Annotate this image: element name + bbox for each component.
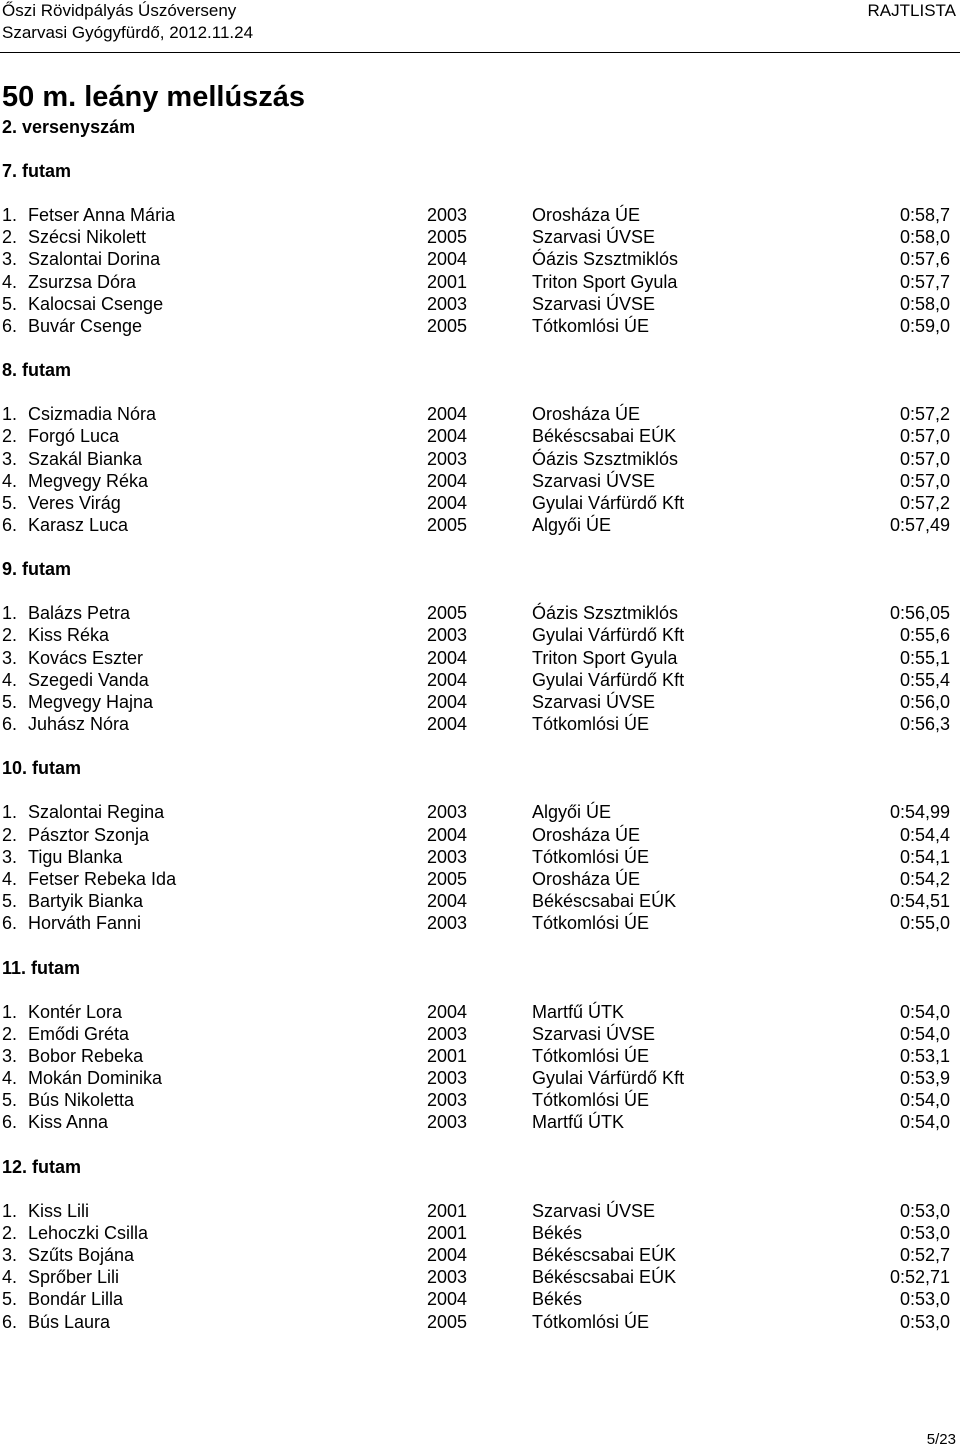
rank-cell: 2. [2,1222,18,1243]
table-row [0,624,960,646]
rank-cell: 2. [2,227,18,248]
table-row [0,890,960,912]
birth-year: 2005 [427,1311,468,1332]
rank-cell: 4. [2,868,18,889]
heat-title: 12. futam [2,1156,82,1177]
club-name: Békéscsabai EÚK [532,426,677,447]
swimmer-name: Kalocsai Csenge [28,293,164,314]
rank-cell: 5. [2,1090,18,1111]
rank-cell: 1. [2,205,18,225]
club-name: Óázis Szsztmiklós [532,249,679,270]
table-row [0,669,960,691]
swimmer-name: Megvegy Hajna [28,692,154,712]
swimmer-name: Balázs Petra [28,603,131,624]
entry-time: 0:57,0 [899,448,950,469]
club-name: Orosháza ÚE [532,824,641,845]
club-name: Martfű ÚTK [532,1112,625,1133]
birth-year: 2004 [427,891,468,912]
club-name: Gyulai Várfürdő Kft [532,492,685,513]
birth-year: 2003 [427,846,468,867]
entry-time: 0:54,2 [899,868,950,889]
entry-time: 0:54,0 [899,1023,950,1044]
swimmer-name: Juhász Nóra [28,714,130,735]
club-name: Tótkomlósi ÚE [532,315,650,336]
club-name: Szarvasi ÚVSE [532,470,656,491]
club-name: Óázis Szsztmiklós [532,603,679,624]
birth-year: 2003 [427,1267,468,1288]
entry-time: 0:56,0 [899,692,950,712]
entry-time: 0:53,1 [899,1045,950,1066]
heat-title: 9. futam [2,559,72,580]
swimmer-name: Kontér Lora [28,1001,123,1022]
entry-time: 0:59,0 [899,315,950,336]
entry-time: 0:56,3 [899,714,950,735]
table-row [0,425,960,447]
club-name: Békéscsabai EÚK [532,1245,677,1265]
club-name: Békéscsabai EÚK [532,891,677,912]
rank-cell: 3. [2,1045,18,1066]
birth-year: 2005 [427,868,468,889]
table-row [0,248,960,270]
club-name: Tótkomlósi ÚE [532,1045,650,1066]
table-row [0,403,960,425]
rank-cell: 5. [2,891,18,912]
table-row [0,824,960,846]
club-name: Gyulai Várfürdő Kft [532,1068,685,1089]
birth-year: 2003 [427,1068,468,1089]
club-name: Szarvasi ÚVSE [532,293,656,314]
swimmer-name: Karasz Luca [28,515,129,536]
swimmer-name: Szegedi Vanda [28,669,149,690]
table-row [0,801,960,823]
club-name: Orosháza ÚE [532,205,641,225]
club-name: Szarvasi ÚVSE [532,692,656,712]
swimmer-name: Kiss Lili [28,1200,90,1221]
rank-cell: 5. [2,692,18,712]
document-header [2,0,253,44]
heat-block [0,757,960,934]
entry-time: 0:54,51 [889,891,950,912]
birth-year: 2003 [427,1023,468,1044]
swimmer-name: Szécsi Nikolett [28,227,147,248]
club-name: Orosháza ÚE [532,404,641,425]
swimmer-name: Kovács Eszter [28,647,144,668]
heat-title: 11. futam [2,957,81,978]
birth-year: 2004 [427,404,468,425]
birth-year: 2004 [427,470,468,491]
rank-cell: 3. [2,249,18,270]
heat-title: 8. futam [2,360,72,381]
table-row [0,514,960,536]
birth-year: 2001 [427,271,468,292]
rank-cell: 6. [2,714,18,735]
birth-year: 2003 [427,1112,468,1133]
swimmer-name: Lehoczki Csilla [28,1222,149,1243]
table-row [0,448,960,470]
table-row [0,492,960,514]
club-name: Békéscsabai EÚK [532,1267,677,1288]
rank-cell: 6. [2,315,18,336]
swimmer-name: Mokán Dominika [28,1068,163,1089]
table-row [0,602,960,624]
entry-time: 0:55,4 [899,669,950,690]
table-row [0,204,960,226]
entry-time: 0:57,49 [889,515,950,536]
club-name: Tótkomlósi ÚE [532,846,650,867]
entry-time: 0:57,2 [899,492,950,513]
rank-cell: 3. [2,647,18,668]
birth-year: 2003 [427,448,468,469]
birth-year: 2005 [427,515,468,536]
birth-year: 2004 [427,492,468,513]
rank-cell: 2. [2,1023,18,1044]
entry-time: 0:54,0 [899,1112,950,1133]
club-name: Tótkomlósi ÚE [532,913,650,934]
table-row [0,1222,960,1244]
entry-time: 0:58,0 [899,227,950,248]
table-row [0,1023,960,1045]
birth-year: 2003 [427,1090,468,1111]
table-row [0,1200,960,1222]
birth-year: 2005 [427,315,468,336]
club-name: Tótkomlósi ÚE [532,714,650,735]
club-name: Algyői ÚE [532,802,612,823]
swimmer-name: Megvegy Réka [28,470,149,491]
rank-cell: 4. [2,271,18,292]
birth-year: 2005 [427,227,468,248]
heats-container [0,160,960,1355]
swimmer-name: Emődi Gréta [28,1023,130,1044]
rank-cell: 2. [2,625,18,646]
entry-time: 0:57,7 [899,271,950,292]
entry-time: 0:58,0 [899,293,950,314]
club-name: Algyői ÚE [532,515,612,536]
entry-time: 0:53,0 [899,1200,950,1221]
birth-year: 2003 [427,293,468,314]
rank-cell: 1. [2,1001,18,1022]
page-number: 5/23 [926,1431,956,1448]
entry-time: 0:57,0 [899,426,950,447]
table-row [0,1089,960,1111]
birth-year: 2003 [427,802,468,823]
club-name: Szarvasi ÚVSE [532,1200,656,1221]
swimmer-name: Bondár Lilla [28,1289,124,1310]
swimmer-name: Bartyik Bianka [28,891,144,912]
heat-block [0,359,960,536]
entry-time: 0:55,0 [899,913,950,934]
entry-time: 0:57,6 [899,249,950,270]
swimmer-name: Sprőber Lili [28,1267,120,1288]
birth-year: 2004 [427,1001,468,1022]
club-name: Óázis Szsztmiklós [532,448,679,469]
rank-cell: 5. [2,492,18,513]
club-name: Szarvasi ÚVSE [532,227,656,248]
swimmer-name: Fetser Anna Mária [28,205,176,225]
swimmer-name: Veres Virág [28,492,121,513]
entry-time: 0:52,7 [899,1245,950,1265]
venue-date: Szarvasi Gyógyfürdő, 2012.11.24 [2,23,254,42]
entry-time: 0:55,6 [899,625,950,646]
rank-cell: 5. [2,293,18,314]
rank-cell: 4. [2,470,18,491]
heat-block [0,160,960,337]
table-row [0,226,960,248]
table-row [0,271,960,293]
birth-year: 2004 [427,692,468,712]
competition-name: Őszi Rövidpályás Úszóverseny [2,1,237,20]
entry-time: 0:57,0 [899,470,950,491]
event-title: 50 m. leány mellúszás [2,81,306,113]
rank-cell: 5. [2,1289,18,1310]
heat-block [0,1156,960,1333]
entry-time: 0:54,0 [899,1001,950,1022]
table-row [0,1001,960,1023]
rank-cell: 3. [2,846,18,867]
swimmer-name: Bús Nikoletta [28,1090,135,1111]
club-name: Triton Sport Gyula [532,647,678,668]
swimmer-name: Szalontai Dorina [28,249,161,270]
entry-time: 0:54,0 [899,1090,950,1111]
swimmer-name: Fetser Rebeka Ida [28,868,177,889]
club-name: Békés [532,1222,583,1243]
rank-cell: 4. [2,669,18,690]
entry-time: 0:54,1 [899,846,950,867]
swimmer-name: Bús Laura [28,1311,111,1332]
club-name: Békés [532,1289,583,1310]
birth-year: 2004 [427,249,468,270]
header-divider [0,52,960,53]
swimmer-name: Buvár Csenge [28,315,143,336]
table-row [0,470,960,492]
entry-time: 0:58,7 [899,205,950,225]
club-name: Szarvasi ÚVSE [532,1023,656,1044]
rank-cell: 1. [2,404,18,425]
rank-cell: 6. [2,1311,18,1332]
swimmer-name: Szűts Bojána [28,1245,135,1265]
table-row [0,1111,960,1133]
birth-year: 2001 [427,1222,468,1243]
entry-time: 0:53,0 [899,1311,950,1332]
rank-cell: 2. [2,824,18,845]
entry-time: 0:55,1 [899,647,950,668]
entry-time: 0:54,4 [899,824,950,845]
list-type: RAJTLISTA [867,1,956,20]
swimmer-name: Bobor Rebeka [28,1045,144,1066]
club-name: Gyulai Várfürdő Kft [532,669,685,690]
rank-cell: 6. [2,913,18,934]
club-name: Triton Sport Gyula [532,271,678,292]
birth-year: 2004 [427,1245,468,1265]
entry-time: 0:53,0 [899,1289,950,1310]
birth-year: 2004 [427,1289,468,1310]
entry-time: 0:57,2 [899,404,950,425]
entry-time: 0:53,9 [899,1068,950,1089]
club-name: Tótkomlósi ÚE [532,1311,650,1332]
heat-block [0,558,960,735]
birth-year: 2004 [427,669,468,690]
rank-cell: 3. [2,1245,18,1265]
birth-year: 2004 [427,426,468,447]
club-name: Gyulai Várfürdő Kft [532,625,685,646]
club-name: Martfű ÚTK [532,1001,625,1022]
rank-cell: 4. [2,1068,18,1089]
table-row [0,846,960,868]
birth-year: 2004 [427,647,468,668]
entry-time: 0:52,71 [889,1267,950,1288]
entry-time: 0:54,99 [889,802,950,823]
entry-time: 0:56,05 [889,603,950,624]
birth-year: 2003 [427,913,468,934]
table-row [0,868,960,890]
table-row [0,713,960,735]
birth-year: 2005 [427,603,468,624]
table-row [0,1045,960,1067]
heat-title: 10. futam [2,758,82,779]
entry-time: 0:53,0 [899,1222,950,1243]
event-number: 2. versenyszám [2,117,136,137]
heat-block [0,957,960,1134]
table-row [0,1067,960,1089]
birth-year: 2004 [427,824,468,845]
swimmer-name: Forgó Luca [28,426,120,447]
rank-cell: 2. [2,426,18,447]
rank-cell: 1. [2,1200,18,1221]
table-row [0,1244,960,1266]
rank-cell: 4. [2,1267,18,1288]
table-row [0,1288,960,1310]
swimmer-name: Horváth Fanni [28,913,142,934]
rank-cell: 6. [2,1112,18,1133]
birth-year: 2004 [427,714,468,735]
table-row [0,1266,960,1288]
birth-year: 2003 [427,625,468,646]
club-name: Tótkomlósi ÚE [532,1090,650,1111]
club-name: Orosháza ÚE [532,868,641,889]
swimmer-name: Szakál Bianka [28,448,143,469]
swimmer-name: Csizmadia Nóra [28,404,157,425]
rank-cell: 1. [2,802,18,823]
table-row [0,1311,960,1333]
swimmer-name: Zsurzsa Dóra [28,271,137,292]
table-row [0,293,960,315]
table-row [0,315,960,337]
rank-cell: 3. [2,448,18,469]
birth-year: 2001 [427,1045,468,1066]
swimmer-name: Tigu Blanka [28,846,123,867]
table-row [0,691,960,713]
swimmer-name: Pásztor Szonja [28,824,150,845]
rank-cell: 1. [2,603,18,624]
swimmer-name: Kiss Réka [28,625,110,646]
table-row [0,647,960,669]
birth-year: 2001 [427,1200,468,1221]
birth-year: 2003 [427,205,468,225]
table-row [0,912,960,934]
rank-cell: 6. [2,515,18,536]
heat-title: 7. futam [2,161,72,181]
swimmer-name: Kiss Anna [28,1112,109,1133]
swimmer-name: Szalontai Regina [28,802,165,823]
